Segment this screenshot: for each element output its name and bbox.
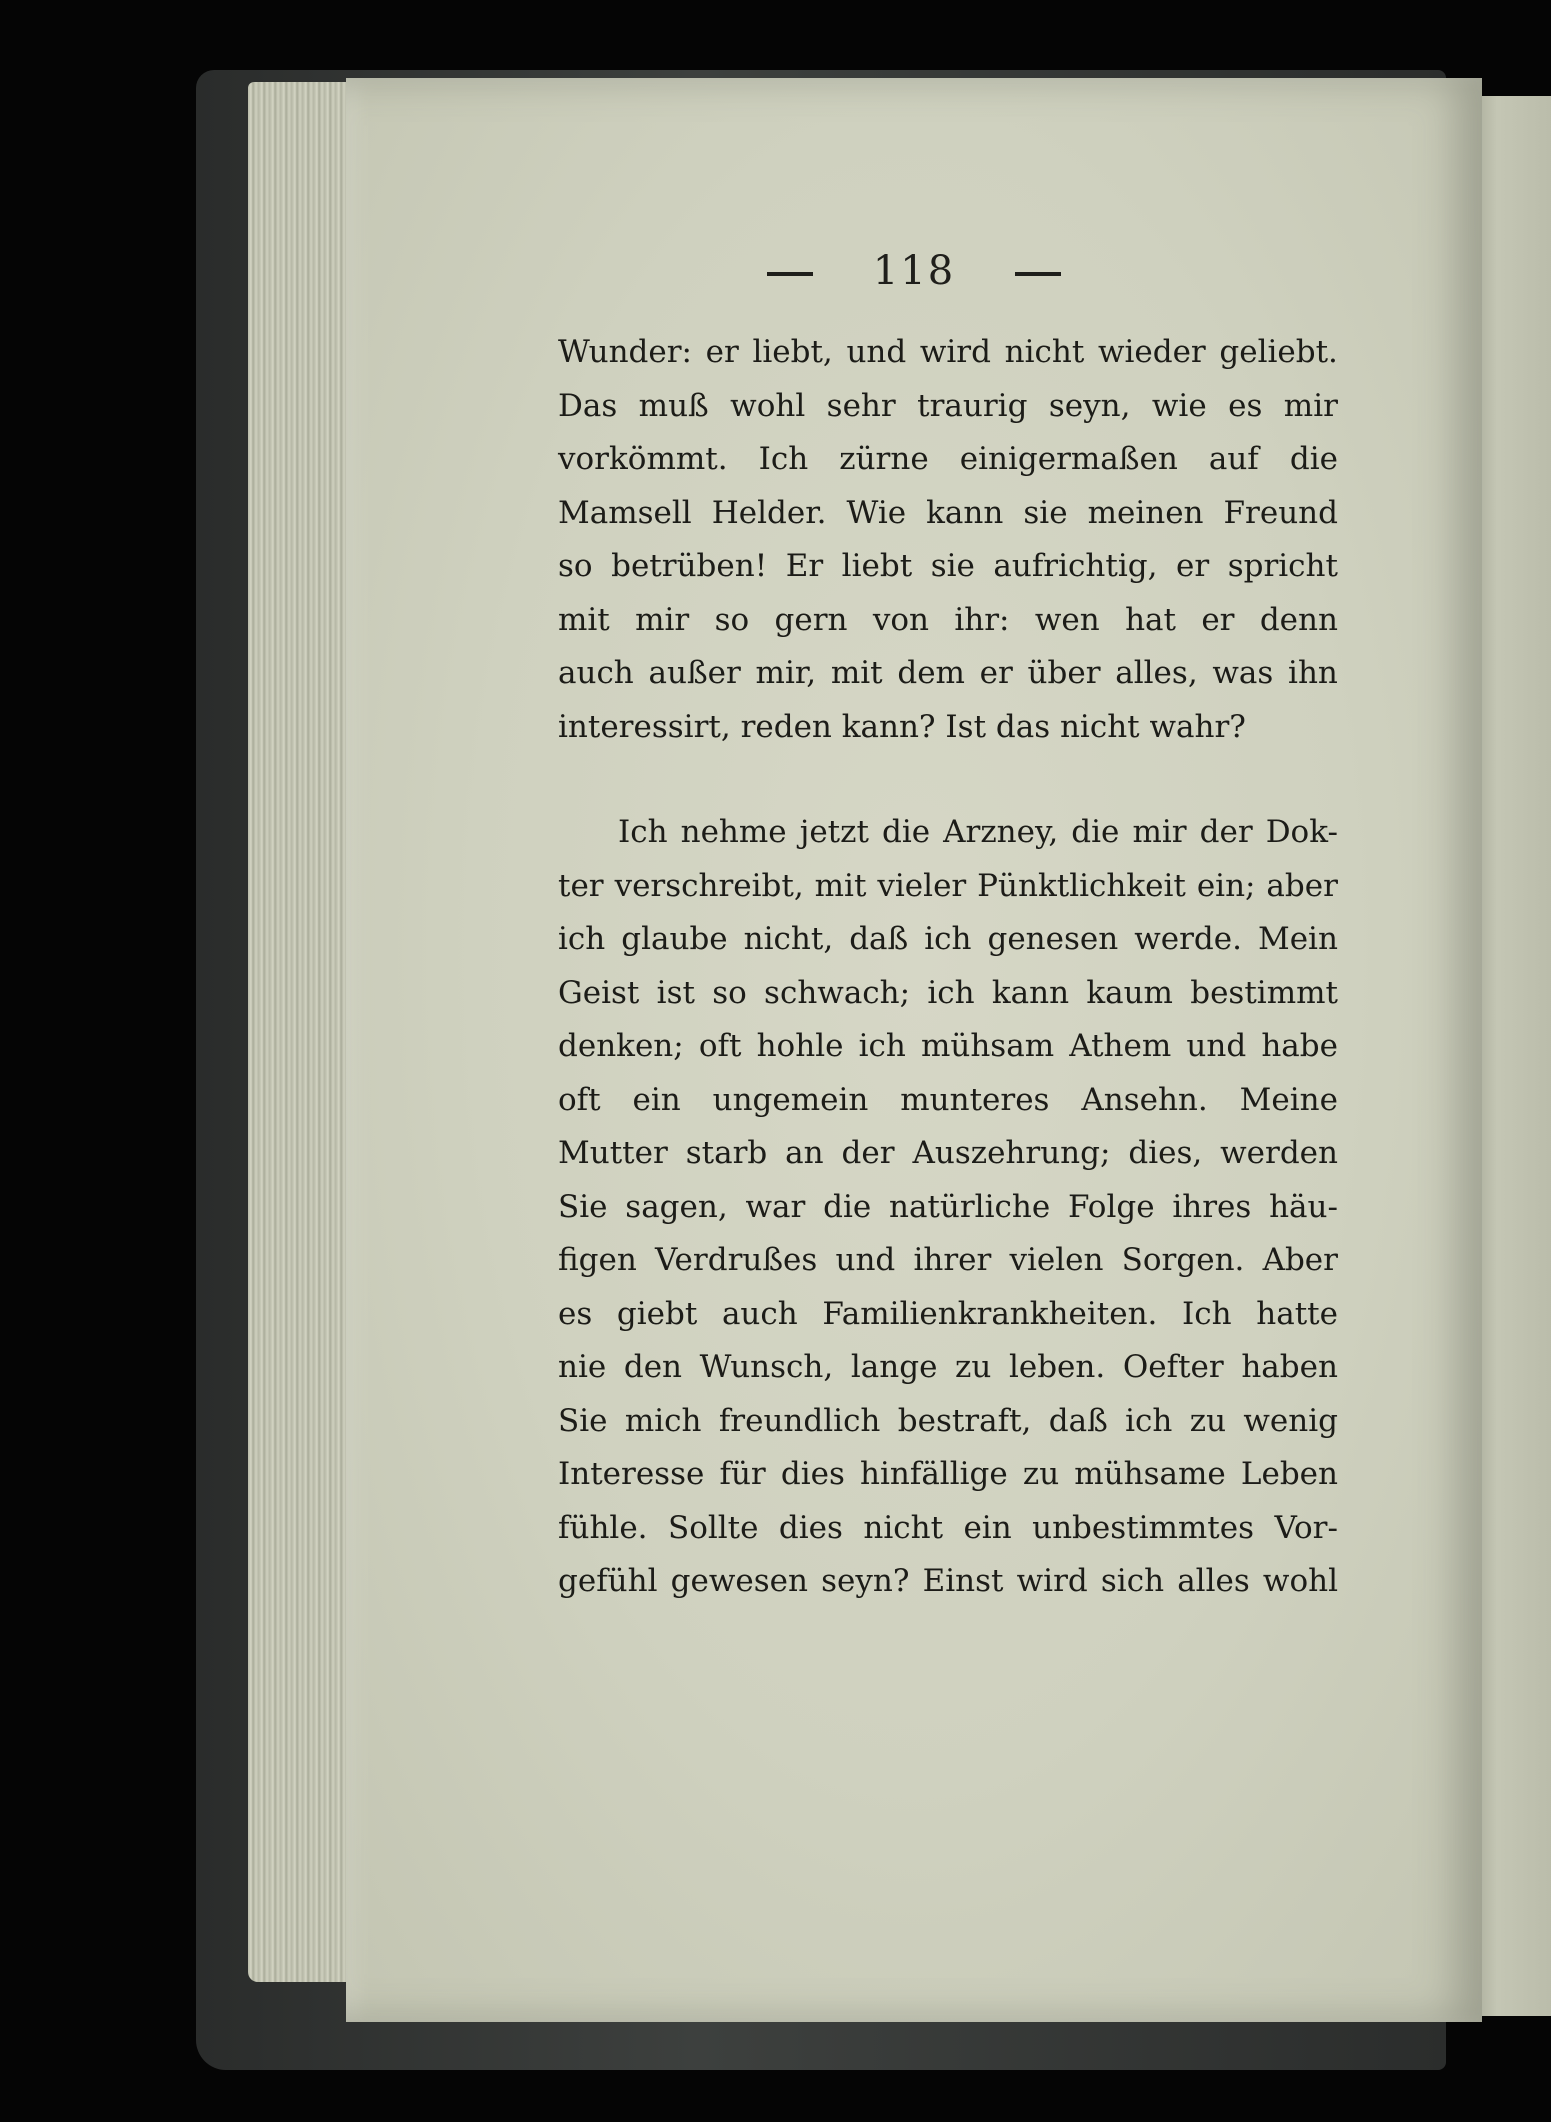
text-line: mit mir so gern von ihr: wen hat er denn: [558, 601, 1338, 638]
text-line: Sie mich freundlich bestraft, daß ich zu wenig: [558, 1402, 1338, 1439]
text-line: Interesse für dies hinfällige zu mühsame Leben: [558, 1456, 1338, 1492]
text-line: Sie sagen, war die natürliche Folge ihres häu-: [558, 1188, 1338, 1225]
text-line: Das muß wohl sehr traurig seyn, wie es mir: [558, 387, 1338, 424]
text-line: Geist ist so schwach; ich kann kaum bestimmt: [558, 974, 1338, 1011]
text-line: Mutter starb an der Auszehrung; dies, werden: [558, 1135, 1338, 1171]
text-line: ich glaube nicht, daß ich genesen werde. Mein: [558, 921, 1338, 957]
text-line: so betrüben! Er liebt sie aufrichtig, er spricht: [558, 548, 1338, 584]
paragraph-2: [558, 806, 1338, 1609]
text-line: Ich nehme jetzt die Arzney, die mir der Dok-: [618, 814, 1338, 850]
text-line: interessirt, reden kann? Ist das nicht wahr?: [558, 708, 1246, 745]
header-dash-left: [767, 272, 813, 276]
book-page: [346, 78, 1482, 2022]
text-line: ter verschreibt, mit vieler Pünktlichkeit ein; aber: [558, 867, 1338, 904]
text-line: denken; oft hohle ich mühsam Athem und habe: [558, 1028, 1338, 1064]
text-line: fühle. Sollte dies nicht ein unbestimmtes Vor-: [558, 1509, 1338, 1546]
page-number: 118: [872, 248, 956, 294]
facing-page-edge: [1470, 96, 1551, 2016]
running-head: [346, 248, 1482, 294]
text-line: gefühl gewesen seyn? Einst wird sich alles wohl: [558, 1563, 1338, 1599]
text-line: vorkömmt. Ich zürne einigermaßen auf die: [558, 441, 1338, 477]
text-line: oft ein ungemein munteres Ansehn. Meine: [558, 1081, 1338, 1118]
text-line: nie den Wunsch, lange zu leben. Oefter haben: [558, 1349, 1338, 1385]
paragraph-gap: [558, 754, 1338, 806]
text-line: auch außer mir, mit dem er über alles, was ihn: [558, 655, 1338, 691]
text-line: Wunder: er liebt, und wird nicht wieder geliebt.: [558, 334, 1338, 370]
header-dash-right: [1015, 272, 1061, 276]
text-line: es giebt auch Familienkrankheiten. Ich hatte: [558, 1295, 1338, 1332]
paragraph-1: [558, 326, 1338, 754]
text-line: Mamsell Helder. Wie kann sie meinen Freund: [558, 494, 1338, 531]
body-text: [558, 326, 1338, 1609]
text-line: figen Verdrußes und ihrer vielen Sorgen. Aber: [558, 1242, 1338, 1278]
